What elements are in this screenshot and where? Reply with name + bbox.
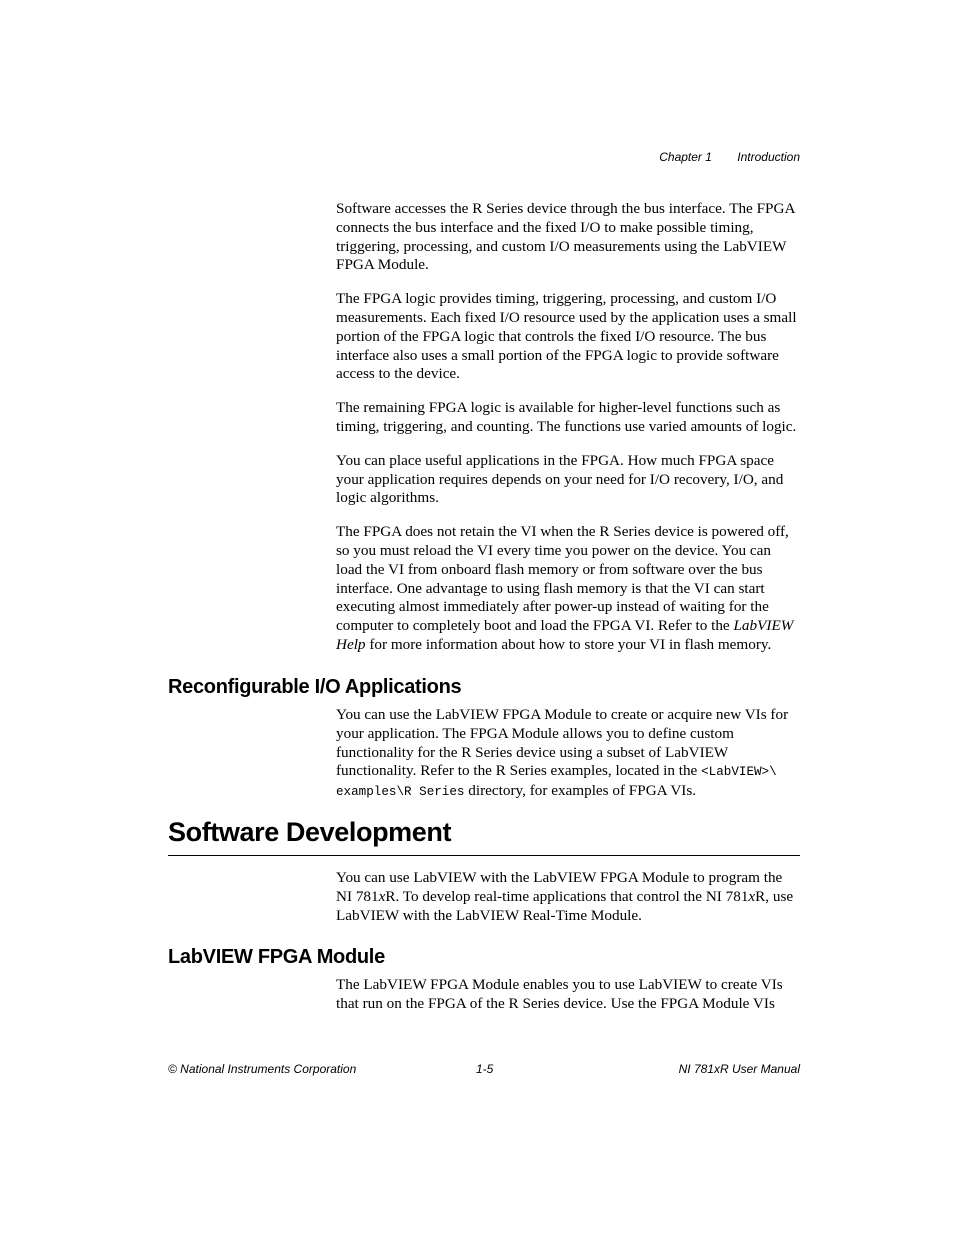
footer-copyright: © National Instruments Corporation xyxy=(168,1062,357,1076)
intro-p5-text-a: The FPGA does not retain the VI when the R Series device is powered off, so you must reload the VI every time you power on the device. You can load the VI from onboard flash memory or from software over the bus interface. One advantage to using flash memory is that the VI can start executing almost immediately after power-up instead of waiting for the computer to completely boot and load the FPGA VI. Refer to the xyxy=(336,523,789,635)
software-section xyxy=(336,869,800,940)
intro-paragraph-3: The remaining FPGA logic is available for higher-level functions such as timing, triggering, and counting. The functions use varied amounts of logic. xyxy=(336,399,797,435)
intro-p5-text-b: for more information about how to store your VI in flash memory. xyxy=(365,635,772,653)
examples-path: <LabVIEW>\ examples\R Series xyxy=(336,765,777,800)
page-number: 1-5 xyxy=(476,1062,494,1076)
reconfig-text-b: directory, for examples of FPGA VIs. xyxy=(464,782,697,800)
footer-manual-title: NI 781xR User Manual xyxy=(678,1062,800,1076)
software-text-b: R. To develop real-time applications that control the NI 781 xyxy=(385,887,749,905)
fpga-module-heading: LabVIEW FPGA Module xyxy=(168,946,385,968)
fpga-module-paragraph: The LabVIEW FPGA Module enables you to use LabVIEW to create VIs that run on the FPGA of the R Series device. Use the FPGA Module VIs xyxy=(336,976,783,1012)
intro-paragraph-4: You can place useful applications in the FPGA. How much FPGA space your application requires depends on your need for I/O recovery, I/O, and logic algorithms. xyxy=(336,451,784,507)
header-chapter: Chapter 1 xyxy=(659,150,712,164)
reconfig-section xyxy=(336,706,800,817)
software-paragraph xyxy=(336,869,800,925)
model-x-1: x xyxy=(378,887,386,905)
section-rule xyxy=(168,855,800,856)
software-text-c: R, use LabVIEW with the LabVIEW Real-Time Module. xyxy=(336,887,794,924)
intro-paragraph-2: The FPGA logic provides timing, triggering, processing, and custom I/O measurements. Each fixed I/O resource used by the application uses a small portion of the FPGA logic that controls the fixed I/O resource. The bus interface also uses a small portion of the FPGA logic to provide software access to the device. xyxy=(336,290,797,383)
model-x-2: x xyxy=(748,887,756,905)
running-header xyxy=(659,150,800,164)
intro-section xyxy=(336,200,800,670)
reconfig-paragraph xyxy=(336,706,800,802)
labview-help-reference: LabVIEW Help xyxy=(336,617,794,653)
intro-paragraph-5 xyxy=(336,523,800,655)
reconfig-text-a: You can use the LabVIEW FPGA Module to create or acquire new VIs for your application. The FPGA Module allows you to define custom functionality for the R Series device using a subset of LabVIEW functionality. Refer to the R Series examples, located in the xyxy=(336,706,789,780)
software-development-heading: Software Development xyxy=(168,817,452,847)
header-section: Introduction xyxy=(737,150,800,164)
software-text-a: You can use LabVIEW with the LabVIEW FPGA Module to program the NI 781 xyxy=(336,869,783,905)
fpga-module-section xyxy=(336,976,800,1029)
intro-paragraph-1: Software accesses the R Series device through the bus interface. The FPGA connects the bus interface and the fixed I/O to make possible timing, triggering, processing, and custom I/O measurements using the LabVIEW FPGA Module. xyxy=(336,200,795,274)
reconfig-heading: Reconfigurable I/O Applications xyxy=(168,676,462,698)
